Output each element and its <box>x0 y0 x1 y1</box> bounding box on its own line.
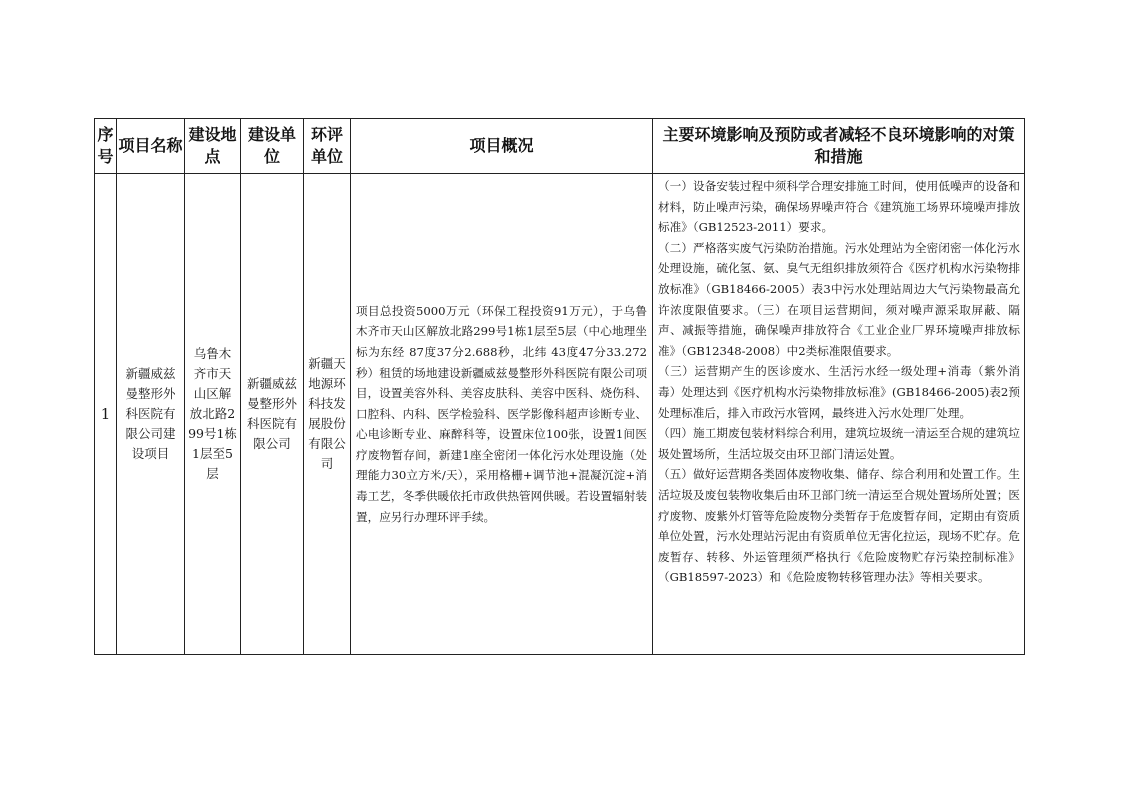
row-overview: 项目总投资5000万元（环保工程投资91万元），于乌鲁木齐市天山区解放北路299号1栋1层至5层（中心地理坐标为东经 87度37分2.688秒，北纬 43度47分33.272秒）租赁的场地建设新疆威兹曼整形外科医院有限公司项目，设置美容外科、美容皮肤科、美容中医科、烧伤科、口腔科、内科、医学检验科、医学影像科超声诊断专业、心电诊断专业、麻醉科等，设置床位100张，设置1间医疗废物暂存间，新建1座全密闭一体化污水处理设施（处理能力30立方米/天），采用格栅+调节池+混凝沉淀+消毒工艺，冬季供暖依托市政供热管网供暖。若设置辐射装置，应另行办理环评手续。 <box>351 174 653 655</box>
header-eia-unit: 环评单位 <box>304 119 351 174</box>
row-eia-unit-cell <box>304 174 351 655</box>
header-location: 建设地点 <box>185 119 241 174</box>
measure-item: （二）严格落实废气污染防治措施。污水处理站为全密闭密一体化污水处理设施，硫化氢、氨、臭气无组织排放须符合《医疗机构水污染物排放标准》（GB18466-2005）表3中污水处理站周边大气污染物最高允许浓度限值要求。（三）在项目运营期间，须对噪声源采取屏蔽、隔声、减振等措施，确保噪声排放符合《工业企业厂界环境噪声排放标准》（GB12348-2008）中2类标准限值要求。 <box>658 240 1020 358</box>
header-overview: 项目概况 <box>351 119 653 174</box>
row-project-name: 新疆威兹曼整形外科医院有限公司建设项目 <box>125 366 176 461</box>
measure-item: （一）设备安装过程中须科学合理安排施工时间，使用低噪声的设备和材料，防止噪声污染，确保场界噪声符合《建筑施工场界环境噪声排放标准》（GB12523-2011）要求。 <box>658 179 1020 235</box>
measure-item: （四）施工期废包装材料综合利用，建筑垃圾统一清运至合规的建筑垃圾处置场所，生活垃圾交由环卫部门清运处置。 <box>658 426 1020 461</box>
header-builder: 建设单位 <box>241 119 304 174</box>
table-header-row <box>95 119 1025 174</box>
row-location-cell <box>185 174 241 655</box>
row-project-name-cell <box>117 174 185 655</box>
header-index: 序号 <box>95 119 117 174</box>
measure-item: （三）运营期产生的医诊废水、生活污水经一级处理+消毒（紫外消毒）处理达到《医疗机构水污染物排放标准》(GB18466-2005)表2预处理标准后，排入市政污水管网，最终进入污水处理厂处理。 <box>658 364 1020 420</box>
row-builder: 新疆威兹曼整形外科医院有限公司 <box>246 376 297 451</box>
measure-item: （五）做好运营期各类固体废物收集、储存、综合利用和处置工作。生活垃圾及废包装物收集后由环卫部门统一清运至合规处置场所处置；医疗废物、废紫外灯管等危险废物分类暂存于危废暂存间，定期由有资质单位处置，污水处理站污泥由有资质单位无害化拉运，现场不贮存。危废暂存、转移、外运管理须严格执行《危险废物贮存污染控制标准》（GB18597-2023）和《危险废物转移管理办法》等相关要求。 <box>658 467 1020 585</box>
row-index: 1 <box>95 174 117 655</box>
project-table <box>94 118 1025 655</box>
row-eia-unit: 新疆天地源环科技发展股份有限公司 <box>308 356 346 471</box>
row-builder-cell <box>241 174 304 655</box>
row-measures <box>653 174 1025 655</box>
table-row <box>95 174 1025 655</box>
header-measures: 主要环境影响及预防或者减轻不良环境影响的对策和措施 <box>653 119 1025 174</box>
row-location: 乌鲁木齐市天山区解放北路299号1栋1层至5层 <box>188 346 237 481</box>
header-project-name: 项目名称 <box>117 119 185 174</box>
